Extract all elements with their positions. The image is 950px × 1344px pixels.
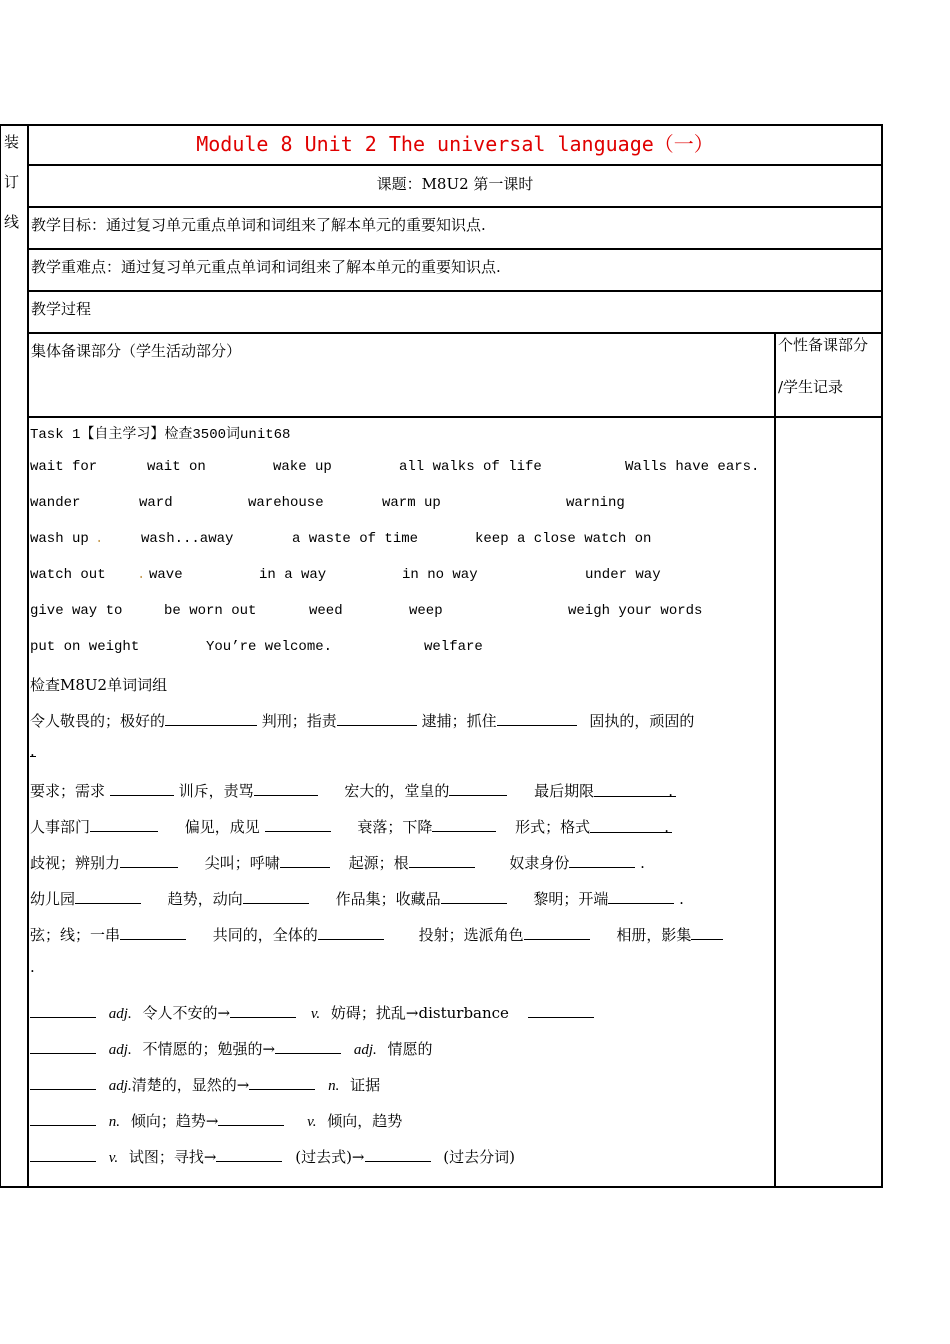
- phrase: weigh your words: [568, 603, 703, 619]
- lesson-topic: 课题：M8U2 第一课时: [29, 166, 881, 208]
- objective-text: 教学目标：通过复习单元重点单词和词组来了解本单元的重要知识点.: [31, 216, 486, 234]
- process-row: [29, 292, 881, 334]
- phrase: ward: [139, 495, 173, 511]
- vocab-row: 歧视；辨别力 尖叫；呼啸 起源；根 奴隶身份 .: [30, 854, 645, 872]
- word-form-row: adj.清楚的，显然的→ n. 证据: [30, 1074, 380, 1095]
- page-title: Module 8 Unit 2 The universal language（一）: [29, 126, 881, 166]
- phrase: wander: [30, 495, 81, 511]
- phrase: wake up: [273, 459, 332, 475]
- vocab-row: 要求；需求 训斥，责骂 宏大的，堂皇的 最后期限 .: [30, 780, 676, 801]
- process-text: 教学过程: [31, 300, 92, 318]
- vocab-row: 人事部门 偏见，成见 衰落；下降 形式；格式 .: [30, 816, 672, 837]
- side-label-2: /学生记录: [778, 378, 844, 396]
- word-form-row: adj. 不情愿的；勉强的→ adj. 情愿的: [30, 1038, 433, 1059]
- vocab-row: 弦；线；一串 共同的，全体的 投射；选派角色 相册，影集: [30, 924, 723, 945]
- phrase: watch out: [30, 567, 106, 583]
- objective-row: [29, 208, 881, 250]
- phrase: under way: [585, 567, 661, 583]
- phrase: wait for: [30, 459, 98, 475]
- phrase: warehouse: [248, 495, 324, 511]
- binding-char: 订: [4, 173, 20, 191]
- phrase: warm up: [382, 495, 441, 511]
- column-divider: [774, 334, 776, 1186]
- task-heading: Task 1【自主学习】检查3500词unit68: [30, 427, 291, 443]
- side-label-1: 个性备课部分: [778, 336, 869, 354]
- lesson-table: [27, 124, 883, 1188]
- binding-char: 线: [4, 213, 20, 231]
- phrase: You’re welcome.: [206, 639, 333, 655]
- binding-char: 装: [4, 133, 20, 151]
- phrase: wash up: [30, 531, 89, 547]
- vocab-row: 令人敬畏的；极好的 判刑；指责 逮捕；抓住 固执的，顽固的: [30, 712, 695, 730]
- word-form-row: adj. 令人不安的→ v. 妨碍；扰乱→disturbance: [30, 1002, 594, 1023]
- phrase: put on weight: [30, 639, 140, 655]
- phrase: a waste of time: [292, 531, 419, 547]
- phrase: wait on: [147, 459, 206, 475]
- phrase: wash...away: [141, 531, 234, 547]
- binding-margin: [0, 124, 27, 1188]
- phrase: wave: [149, 567, 183, 583]
- word-form-row: n. 倾向；趋势→ v. 倾向，趋势: [30, 1110, 402, 1131]
- phrase: be worn out: [164, 603, 257, 619]
- phrase: warning: [566, 495, 625, 511]
- continuation-dot: .: [30, 958, 35, 976]
- phrase: in no way: [402, 567, 478, 583]
- stray-dot: .: [137, 567, 146, 583]
- word-form-row: v. 试图；寻找→ (过去式)→ (过去分词): [30, 1146, 515, 1167]
- difficulty-row: [29, 250, 881, 292]
- phrase: welfare: [424, 639, 483, 655]
- phrase: weed: [309, 603, 343, 619]
- check-heading: 检查M8U2单词词组: [30, 676, 168, 694]
- phrase: weep: [409, 603, 443, 619]
- continuation-dot: .: [30, 742, 35, 760]
- phrase: keep a close watch on: [475, 531, 652, 547]
- phrase: give way to: [30, 603, 123, 619]
- stray-dot: .: [95, 531, 104, 547]
- collective-label: 集体备课部分（学生活动部分）: [31, 342, 242, 360]
- vocab-row: 幼儿园 趋势，动向 作品集；收藏品 黎明；开端 .: [30, 890, 684, 908]
- difficulty-text: 教学重难点：通过复习单元重点单词和词组来了解本单元的重要知识点.: [31, 258, 501, 276]
- phrase: Walls have ears.: [625, 459, 760, 475]
- section-header-row: [29, 334, 881, 418]
- phrase: in a way: [259, 567, 327, 583]
- phrase: all walks of life: [399, 459, 542, 475]
